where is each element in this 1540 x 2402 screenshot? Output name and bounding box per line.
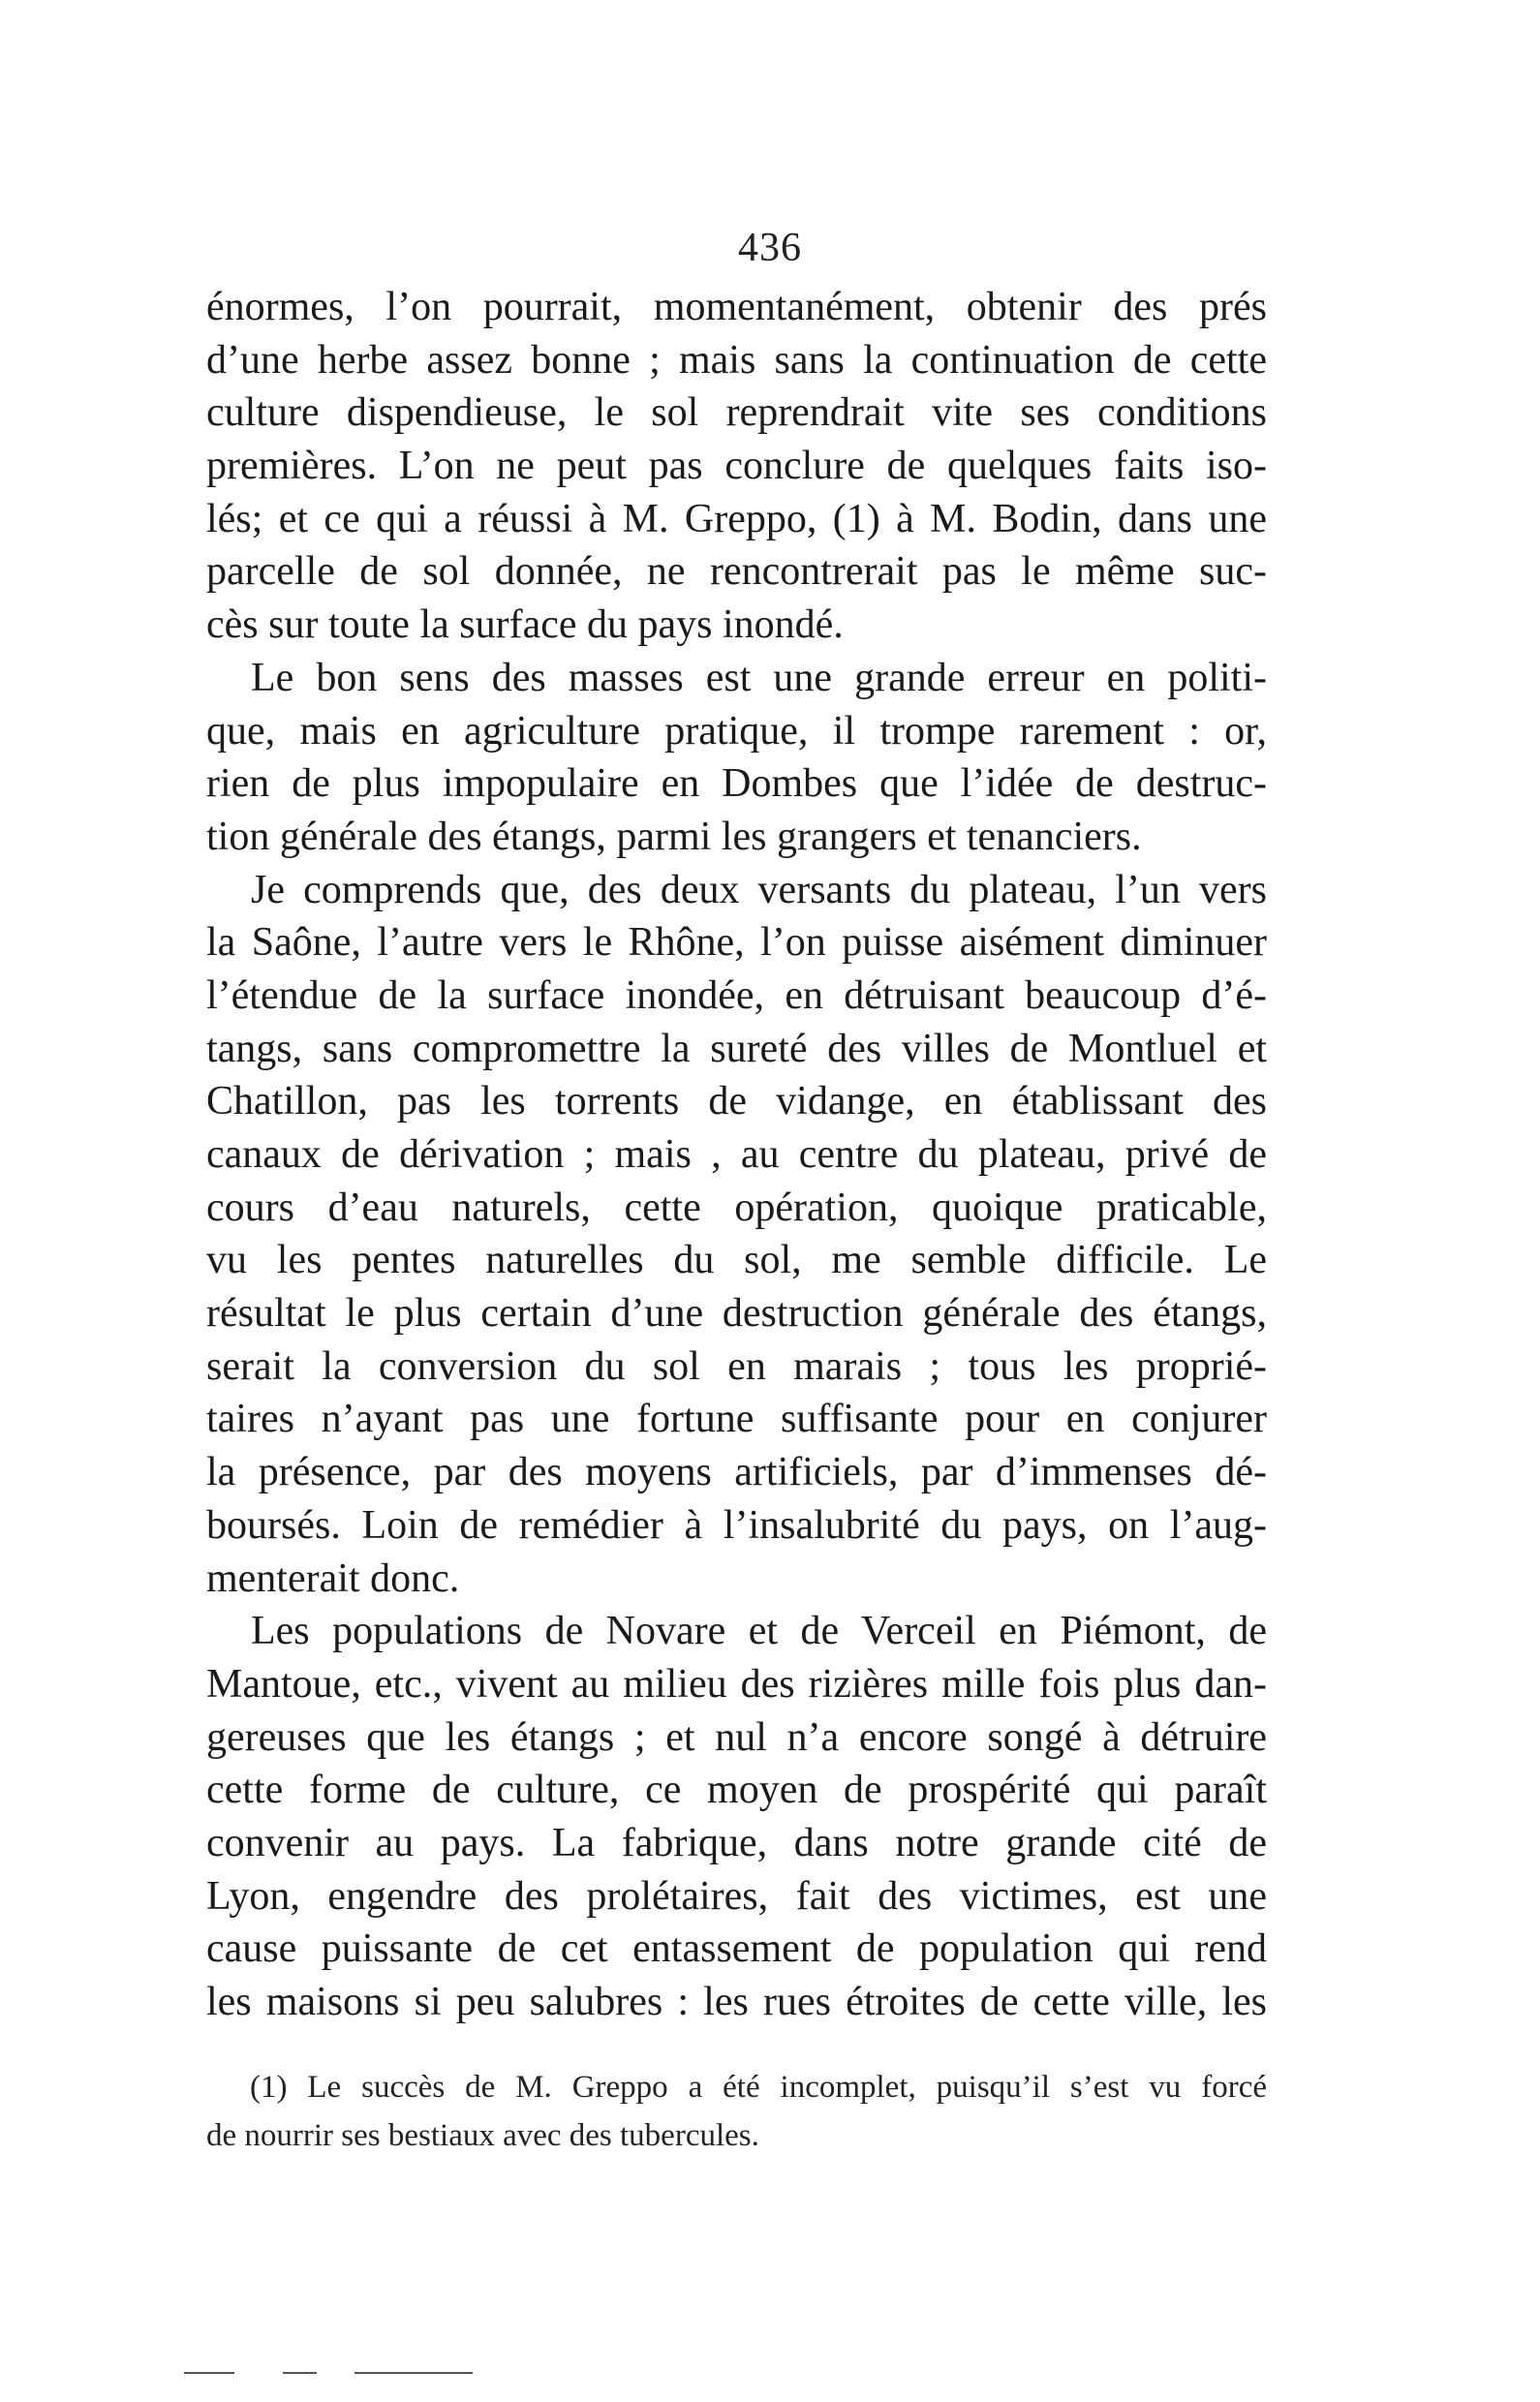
scan-mark [354,2372,473,2374]
text-line: Lyon, engendre des prolétaires, fait des victimes, est une [206,1873,1267,1919]
text-line: Le bon sens des masses est une grande erreur en politi- [251,655,1267,700]
paragraph-2 [206,652,1267,864]
text-line: Mantoue, etc., vivent au milieu des rizières mille fois plus dan- [206,1661,1267,1707]
text-line: vu les pentes naturelles du sol, me semble difficile. Le [206,1238,1267,1283]
page-number: 436 [738,226,802,270]
text-line: lés; et ce qui a réussi à M. Greppo, (1) à M. Bodin, dans une [206,496,1267,541]
text-line: cause puissante de cet entassement de population qui rend [206,1926,1267,1972]
footnote [206,2063,1267,2160]
text-line: canaux de dérivation ; mais , au centre du plateau, privé de [206,1132,1267,1177]
paragraph-3 [206,864,1267,1606]
text-line: parcelle de sol donnée, ne rencontrerait pas le même suc- [206,549,1267,595]
text-line: gereuses que les étangs ; et nul n’a encore songé à détruire [206,1714,1267,1760]
text-line: les maisons si peu salubres : les rues étroites de cette ville, les [206,1980,1267,2024]
text-line: Je comprends que, des deux versants du plateau, l’un vers [251,867,1267,912]
text-line: rien de plus impopulaire en Dombes que l’idée de destruc- [206,761,1267,807]
text-line: boursés. Loin de remédier à l’insalubrité du pays, on l’aug- [206,1502,1267,1548]
text-line: taires n’ayant pas une fortune suffisante pour en conjurer [206,1397,1267,1442]
footnote-line: de nourrir ses bestiaux avec des tubercules. [206,2118,759,2153]
paragraph-4 [206,1605,1267,2029]
text-line: cès sur toute la surface du pays inondé. [206,602,844,648]
text-line: serait la conversion du sol en marais ; tous les proprié- [206,1343,1267,1389]
text-line: convenir au pays. La fabrique, dans notre grande cité de [206,1820,1267,1865]
text-line: Chatillon, pas les torrents de vidange, en établissant des [206,1079,1267,1124]
text-line: l’étendue de la surface inondée, en détruisant beaucoup d’é- [206,972,1267,1018]
footnote-line: (1) Le succès de M. Greppo a été incomplet, puisqu’il s’est vu forcé [250,2070,1267,2105]
text-line: d’une herbe assez bonne ; mais sans la continuation de cette [206,337,1267,383]
text-line: que, mais en agriculture pratique, il trompe rarement : or, [206,708,1267,754]
text-line: cette forme de culture, ce moyen de prospérité qui paraît [206,1768,1267,1813]
text-line: la Saône, l’autre vers le Rhône, l’on puisse aisément diminuer [206,920,1267,966]
body-text [206,281,1267,2029]
text-line: résultat le plus certain d’une destruction générale des étangs, [206,1291,1267,1337]
text-line: menterait donc. [206,1555,460,1601]
text-line: tangs, sans compromettre la sureté des villes de Montluel et [206,1026,1267,1071]
text-line: tion générale des étangs, parmi les grangers et tenanciers. [206,814,1142,859]
text-line: Les populations de Novare et de Verceil en Piémont, de [251,1609,1267,1654]
text-line: cours d’eau naturels, cette opération, quoique praticable, [206,1185,1267,1230]
scan-mark [283,2372,317,2374]
paragraph-1 [206,281,1267,652]
text-line: culture dispendieuse, le sol reprendrait vite ses conditions [206,390,1267,436]
scan-mark [184,2372,234,2374]
text-line: énormes, l’on pourrait, momentanément, obtenir des prés [206,285,1267,329]
text-line: premières. L’on ne peut pas conclure de quelques faits iso- [206,444,1267,489]
text-line: la présence, par des moyens artificiels, par d’immenses dé- [206,1450,1267,1495]
